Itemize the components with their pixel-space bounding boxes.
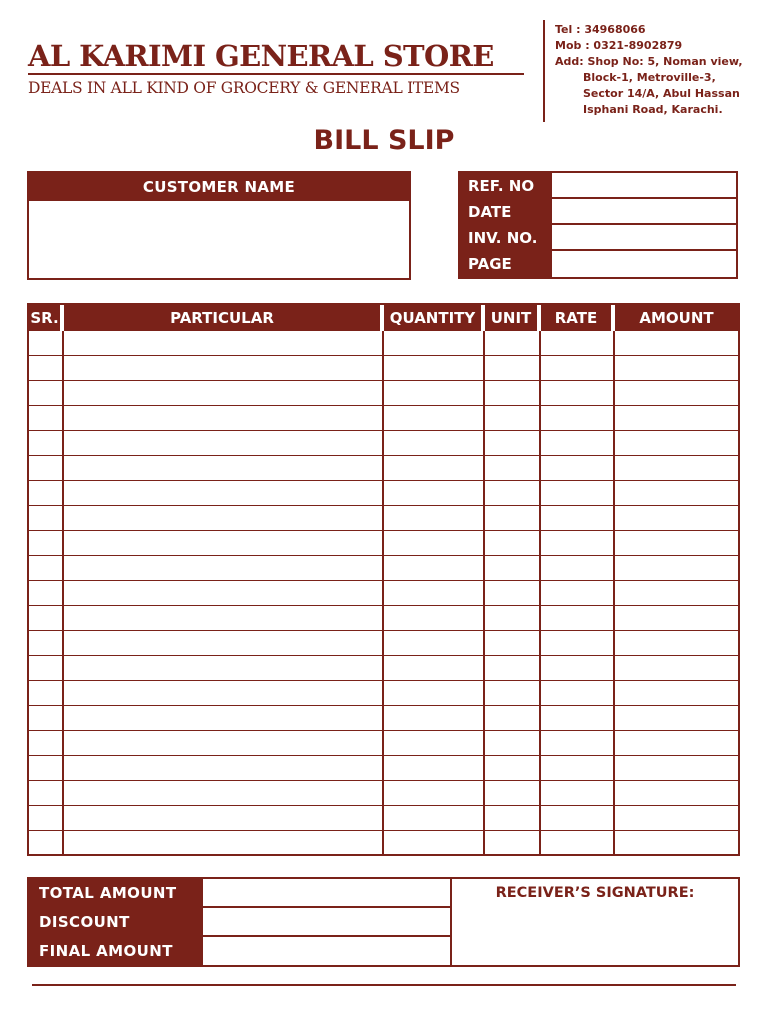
header-divider — [543, 20, 545, 122]
ref-row-page — [460, 251, 736, 277]
table-cell[interactable] — [485, 331, 539, 356]
table-cell[interactable] — [29, 781, 62, 806]
ref-row-date — [460, 199, 736, 225]
table-cell[interactable] — [384, 406, 483, 431]
table-cell[interactable] — [615, 406, 738, 431]
table-cell[interactable] — [615, 631, 738, 656]
table-cell[interactable] — [615, 831, 738, 856]
discount-label: DISCOUNT — [29, 908, 203, 935]
table-cell[interactable] — [384, 781, 483, 806]
table-cell[interactable] — [29, 831, 62, 856]
table-cell[interactable] — [64, 431, 382, 456]
table-cell[interactable] — [64, 506, 382, 531]
table-cell[interactable] — [384, 431, 483, 456]
final-amount-label: FINAL AMOUNT — [29, 937, 203, 965]
table-cell[interactable] — [64, 406, 382, 431]
table-cell[interactable] — [485, 531, 539, 556]
table-cell[interactable] — [541, 531, 613, 556]
table-cell[interactable] — [541, 831, 613, 856]
address-line-2: Block-1, Metroville-3, — [583, 71, 716, 84]
table-cell[interactable] — [29, 581, 62, 606]
table-cell[interactable] — [541, 781, 613, 806]
table-cell[interactable] — [29, 531, 62, 556]
table-cell[interactable] — [541, 731, 613, 756]
table-cell[interactable] — [615, 606, 738, 631]
table-cell[interactable] — [541, 406, 613, 431]
table-cell[interactable] — [615, 431, 738, 456]
table-cell[interactable] — [615, 506, 738, 531]
column-divider — [613, 331, 615, 854]
table-cell[interactable] — [541, 506, 613, 531]
table-cell[interactable] — [541, 581, 613, 606]
table-cell[interactable] — [384, 556, 483, 581]
items-table — [27, 303, 740, 856]
table-cell[interactable] — [485, 731, 539, 756]
customer-name-label: CUSTOMER NAME — [29, 173, 409, 201]
table-cell[interactable] — [384, 581, 483, 606]
table-cell[interactable] — [64, 381, 382, 406]
table-cell[interactable] — [541, 681, 613, 706]
table-cell[interactable] — [615, 731, 738, 756]
column-divider — [483, 331, 485, 854]
table-cell[interactable] — [384, 631, 483, 656]
page-field[interactable] — [552, 251, 736, 277]
table-cell[interactable] — [384, 381, 483, 406]
table-cell[interactable] — [384, 656, 483, 681]
header-rule — [28, 73, 524, 75]
table-cell[interactable] — [64, 631, 382, 656]
table-cell[interactable] — [541, 706, 613, 731]
table-cell[interactable] — [615, 681, 738, 706]
address-line-1: Add: Shop No: 5, Noman view, — [555, 55, 743, 68]
table-cell[interactable] — [485, 456, 539, 481]
table-cell[interactable] — [29, 506, 62, 531]
table-cell[interactable] — [384, 331, 483, 356]
bottom-rule — [32, 984, 736, 986]
customer-name-field[interactable] — [29, 201, 409, 278]
table-cell[interactable] — [384, 606, 483, 631]
table-cell[interactable] — [485, 431, 539, 456]
discount-field[interactable] — [203, 908, 450, 935]
table-cell[interactable] — [64, 456, 382, 481]
contact-tel: Tel : 34968066 — [555, 23, 646, 36]
table-cell[interactable] — [615, 356, 738, 381]
totals-box — [27, 877, 452, 967]
table-cell[interactable] — [29, 756, 62, 781]
table-cell[interactable] — [64, 831, 382, 856]
col-header-unit: UNIT — [485, 305, 541, 331]
table-cell[interactable] — [485, 481, 539, 506]
table-cell[interactable] — [64, 706, 382, 731]
address-line-4: Isphani Road, Karachi. — [583, 103, 723, 116]
table-cell[interactable] — [384, 731, 483, 756]
customer-box — [27, 171, 411, 280]
table-cell[interactable] — [29, 631, 62, 656]
table-cell[interactable] — [485, 406, 539, 431]
ref-row-inv-no — [460, 225, 736, 251]
table-cell[interactable] — [615, 706, 738, 731]
table-cell[interactable] — [485, 656, 539, 681]
table-cell[interactable] — [541, 356, 613, 381]
page-title: BILL SLIP — [313, 125, 455, 156]
table-cell[interactable] — [64, 531, 382, 556]
table-cell[interactable] — [29, 481, 62, 506]
table-cell[interactable] — [29, 731, 62, 756]
receiver-signature-label: RECEIVER’S SIGNATURE: — [495, 885, 695, 901]
table-cell[interactable] — [64, 606, 382, 631]
table-cell[interactable] — [64, 806, 382, 831]
table-cell[interactable] — [615, 531, 738, 556]
table-cell[interactable] — [384, 456, 483, 481]
table-cell[interactable] — [615, 581, 738, 606]
table-cell[interactable] — [615, 331, 738, 356]
date-field[interactable] — [552, 199, 736, 223]
discount-row — [29, 908, 450, 937]
col-header-rate: RATE — [541, 305, 615, 331]
table-cell[interactable] — [541, 556, 613, 581]
table-cell[interactable] — [384, 706, 483, 731]
ref-no-field[interactable] — [552, 173, 736, 197]
column-divider — [62, 331, 64, 854]
table-cell[interactable] — [64, 731, 382, 756]
table-cell[interactable] — [615, 781, 738, 806]
table-cell[interactable] — [29, 606, 62, 631]
table-cell[interactable] — [615, 481, 738, 506]
total-amount-row — [29, 879, 450, 908]
table-cell[interactable] — [29, 356, 62, 381]
table-cell[interactable] — [384, 681, 483, 706]
table-cell[interactable] — [485, 756, 539, 781]
table-cell[interactable] — [384, 531, 483, 556]
table-cell[interactable] — [64, 781, 382, 806]
table-cell[interactable] — [485, 806, 539, 831]
items-table-header — [29, 305, 738, 331]
table-cell[interactable] — [485, 631, 539, 656]
table-cell[interactable] — [29, 456, 62, 481]
table-cell[interactable] — [615, 556, 738, 581]
table-cell[interactable] — [384, 806, 483, 831]
table-cell[interactable] — [29, 656, 62, 681]
table-cell[interactable] — [29, 681, 62, 706]
table-cell[interactable] — [615, 806, 738, 831]
col-header-amount: AMOUNT — [639, 309, 714, 327]
page-label: PAGE — [460, 251, 552, 277]
ref-row-ref-no — [460, 173, 736, 199]
table-cell[interactable] — [485, 681, 539, 706]
table-cell[interactable] — [541, 456, 613, 481]
table-cell[interactable] — [541, 631, 613, 656]
table-cell[interactable] — [29, 406, 62, 431]
final-amount-field[interactable] — [203, 937, 450, 965]
table-cell[interactable] — [384, 831, 483, 856]
table-cell[interactable] — [64, 681, 382, 706]
table-cell[interactable] — [64, 756, 382, 781]
table-cell[interactable] — [485, 356, 539, 381]
table-cell[interactable] — [615, 756, 738, 781]
column-divider — [382, 331, 384, 854]
reference-box — [458, 171, 738, 279]
table-cell[interactable] — [485, 831, 539, 856]
table-cell[interactable] — [541, 431, 613, 456]
contact-info — [555, 22, 760, 118]
col-header-quantity: QUANTITY — [384, 305, 485, 331]
table-cell[interactable] — [64, 556, 382, 581]
store-tagline: DEALS IN ALL KIND OF GROCERY & GENERAL ITEMS — [28, 79, 460, 97]
total-amount-label: TOTAL AMOUNT — [29, 879, 203, 906]
date-label: DATE — [460, 199, 552, 223]
table-cell[interactable] — [29, 381, 62, 406]
table-cell[interactable] — [541, 756, 613, 781]
table-cell[interactable] — [541, 656, 613, 681]
table-cell[interactable] — [541, 606, 613, 631]
table-cell[interactable] — [29, 706, 62, 731]
table-cell[interactable] — [541, 806, 613, 831]
table-cell[interactable] — [541, 481, 613, 506]
table-cell[interactable] — [485, 606, 539, 631]
address-line-3: Sector 14/A, Abul Hassan — [583, 87, 740, 100]
table-cell[interactable] — [485, 381, 539, 406]
table-cell[interactable] — [615, 381, 738, 406]
table-cell[interactable] — [384, 481, 483, 506]
table-cell[interactable] — [29, 331, 62, 356]
table-cell[interactable] — [485, 581, 539, 606]
table-cell[interactable] — [541, 381, 613, 406]
table-cell[interactable] — [485, 506, 539, 531]
table-cell[interactable] — [384, 756, 483, 781]
table-cell[interactable] — [541, 331, 613, 356]
table-cell[interactable] — [615, 456, 738, 481]
table-cell[interactable] — [485, 706, 539, 731]
table-cell[interactable] — [384, 356, 483, 381]
table-cell[interactable] — [64, 656, 382, 681]
table-cell[interactable] — [485, 781, 539, 806]
ref-no-label: REF. NO — [460, 173, 552, 197]
inv-no-field[interactable] — [552, 225, 736, 249]
table-cell[interactable] — [64, 481, 382, 506]
table-cell[interactable] — [64, 331, 382, 356]
table-cell[interactable] — [29, 556, 62, 581]
table-cell[interactable] — [615, 656, 738, 681]
table-cell[interactable] — [485, 556, 539, 581]
table-cell[interactable] — [29, 806, 62, 831]
table-cell[interactable] — [64, 356, 382, 381]
table-cell[interactable] — [29, 431, 62, 456]
table-cell[interactable] — [64, 581, 382, 606]
inv-no-label: INV. NO. — [460, 225, 552, 249]
contact-mob: Mob : 0321-8902879 — [555, 39, 683, 52]
receiver-signature-box[interactable] — [452, 877, 740, 967]
final-amount-row — [29, 937, 450, 965]
col-header-sr: SR. — [29, 305, 64, 331]
store-name: AL KARIMI GENERAL STORE — [28, 39, 494, 73]
total-amount-field[interactable] — [203, 879, 450, 906]
column-divider — [539, 331, 541, 854]
col-header-particular: PARTICULAR — [64, 305, 384, 331]
table-cell[interactable] — [384, 506, 483, 531]
